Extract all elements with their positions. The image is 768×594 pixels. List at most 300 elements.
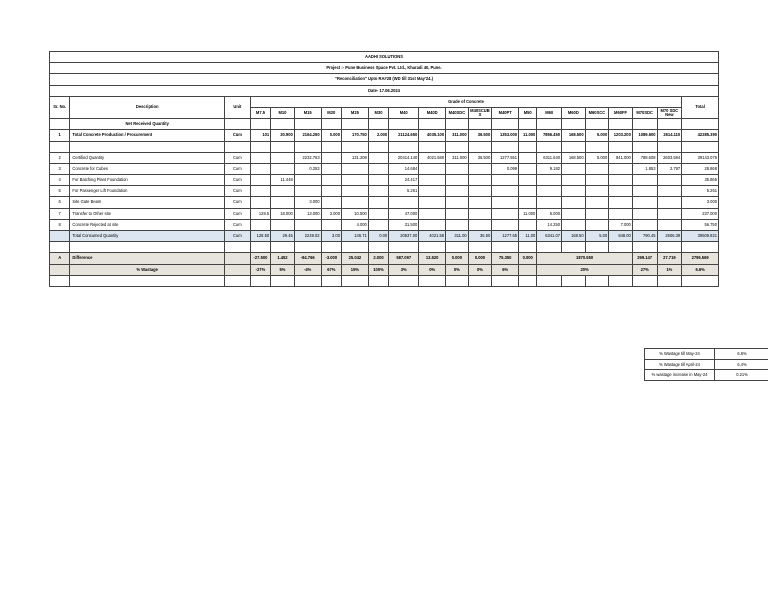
row-sr-no: 5 [50,186,70,197]
row-unit: Cum [225,231,251,242]
row-value [468,197,492,208]
row-value: 14.250 [537,219,562,230]
blank-cell [419,141,446,152]
row-m70sdc: 299.147 [632,253,657,264]
row-value: 1.452 [271,253,295,264]
row-value [585,219,609,230]
row-value [609,186,633,197]
section-label: Net Received Quantity [70,119,225,130]
row-value: 11.000 [519,130,537,141]
row-unit: Cum [225,197,251,208]
row-value: 1277.551 [492,152,519,163]
blank-cell [446,242,469,253]
row-value: 24.417 [389,175,419,186]
row-value: 2.000 [368,130,388,141]
row-value [271,197,295,208]
col-sr-no: Sr. No. [50,96,70,118]
blank-cell [519,141,537,152]
row-value: 145.71 [341,231,368,242]
blank-cell [609,242,633,253]
row-value: 100% [368,264,388,275]
row-description: Total Concrete Production / Procurement [70,130,225,141]
row-value: 5.000 [585,130,609,141]
blank-cell [492,275,519,286]
row-value [446,175,469,186]
row-value [609,197,633,208]
row-value [657,219,682,230]
row-value: 5.00 [585,231,609,242]
row-value [419,175,446,186]
row-value: 168.500 [562,152,586,163]
row-value [492,208,519,219]
blank-cell [368,141,388,152]
blank-cell [50,242,70,253]
row-value [492,175,519,186]
row-value: 1089.600 [632,130,657,141]
row-value: -27% [250,264,270,275]
row-value [368,208,388,219]
row-value: 0.000 [519,253,537,264]
table-row [50,219,719,230]
blank-cell [294,141,321,152]
row-value: 11.448 [271,175,295,186]
row-unit: Cum [225,175,251,186]
row-m70sdc-new: 27.719 [657,253,682,264]
blank-cell [389,275,419,286]
blank-cell [682,141,719,152]
row-value: 10.500 [341,208,368,219]
row-description: Total Consumed Quantity [70,231,225,242]
row-value: 31.500 [389,219,419,230]
row-value [294,175,321,186]
blank-cell [419,242,446,253]
row-sr-no: 1 [50,130,70,141]
row-value: 587.097 [389,253,419,264]
row-value [519,197,537,208]
blank-cell [50,275,70,286]
reconciliation-line: "Reconciliation" Upto RA#28 (WD till 31st May'24.) [50,74,719,85]
row-value: 4021.58 [419,231,446,242]
row-value: 2164.250 [294,130,321,141]
row-value [632,175,657,186]
blank-cell [492,141,519,152]
row-total: 3.000 [682,197,719,208]
blank-cell [562,275,586,286]
row-value [446,163,469,174]
row-value [368,186,388,197]
col-unit: Unit [225,96,251,118]
blank-cell [562,242,586,253]
row-value: 128.50 [250,231,270,242]
row-value [632,208,657,219]
blank-cell [682,275,719,286]
row-value: 788.608 [632,152,657,163]
row-value [492,197,519,208]
blank-cell [562,141,586,152]
date-line: Date- 17.06.2024 [50,85,719,96]
blank-row [50,275,719,286]
row-value [468,186,492,197]
row-value [250,163,270,174]
row-merged-value: 1870.550 [537,253,633,264]
row-value [562,163,586,174]
row-value: 0.000 [321,130,341,141]
row-sr-no [50,231,70,242]
blank-cell [225,242,251,253]
row-value [321,219,341,230]
row-value: 0.000 [468,253,492,264]
grade-header-6: M40 [389,107,419,118]
row-value: 6311.640 [537,152,562,163]
row-value [446,197,469,208]
row-value [321,175,341,186]
blank-cell [585,141,609,152]
row-value: 848.00 [609,231,633,242]
blank-cell [419,275,446,286]
grade-header-3: M20 [321,107,341,118]
blank-cell [225,141,251,152]
summary-value: 0.21% [715,370,768,381]
grade-header-1: M10 [271,107,295,118]
row-value [250,186,270,197]
row-value: 21124.650 [389,130,419,141]
blank-cell [271,275,295,286]
row-value [271,219,295,230]
row-value [519,163,537,174]
row-value [419,197,446,208]
blank-cell [609,141,633,152]
row-value [468,219,492,230]
row-sr-no: 3 [50,163,70,174]
row-value: 168.50 [562,231,586,242]
row-value [368,219,388,230]
row-total: 2795.569 [682,253,719,264]
table-row [50,152,719,163]
blank-cell [250,141,270,152]
row-value [537,197,562,208]
row-value [250,175,270,186]
blank-cell [321,141,341,152]
table-row [50,197,719,208]
row-value [562,175,586,186]
blank-cell [70,275,225,286]
row-total: 56.750 [682,219,719,230]
row-value: 14.684 [389,163,419,174]
row-unit: Cum [225,130,251,141]
grade-group-header: Grade of Concrete [250,96,681,107]
blank-cell [271,242,295,253]
grade-header-2: M15 [294,107,321,118]
col-description: Description [70,96,225,118]
blank-cell [657,141,682,152]
row-value [562,208,586,219]
blank-cell [250,242,270,253]
grade-header-15: M60FF [609,107,633,118]
blank-cell [50,141,70,152]
row-total: 5.261 [682,186,719,197]
row-value: 1353.000 [492,130,519,141]
row-value: 4021.580 [419,152,446,163]
row-value [585,208,609,219]
row-value [341,186,368,197]
row-value [468,163,492,174]
row-value [657,186,682,197]
row-value: 1.853 [632,163,657,174]
row-value: 5.000 [585,152,609,163]
row-value [250,152,270,163]
project-line: Project :- Pune Business Space Pvt. Ltd., Kharadi 40, Pune. [50,63,719,74]
row-value: -84.766 [294,253,321,264]
row-value: 67% [321,264,341,275]
blank-cell [468,275,492,286]
row-value: 168.500 [562,130,586,141]
row-value [585,163,609,174]
blank-cell [519,242,537,253]
blank-cell [468,141,492,152]
row-sr-no: 8 [50,219,70,230]
row-value [250,219,270,230]
row-value: 7.000 [609,219,633,230]
row-sr-no: 4 [50,175,70,186]
summary-value: 6.4% [715,359,768,370]
row-value [419,163,446,174]
blank-cell [70,242,225,253]
row-value [321,197,341,208]
row-value: 311.00 [446,231,469,242]
row-value [446,219,469,230]
row-value: 6341.07 [537,231,562,242]
blank-cell [585,242,609,253]
row-value: 790.45 [632,231,657,242]
reconciliation-sheet [49,51,748,378]
blank-cell [341,275,368,286]
row-value [657,208,682,219]
table-row [50,208,719,219]
row-value: 0.099 [492,163,519,174]
row-value: 841.000 [609,152,633,163]
company-name: AADHI SOLUTIONS [50,52,719,63]
row-value [341,163,368,174]
row-total: 237.000 [682,208,719,219]
row-description: For Passenger Lift Foundation [70,186,225,197]
row-value [609,208,633,219]
row-total: 39143.076 [682,152,719,163]
row-value: 170.750 [341,130,368,141]
row-value: 2603.594 [657,152,682,163]
table-row [50,186,719,197]
row-value [250,197,270,208]
row-value [419,208,446,219]
row-value: 4035.100 [419,130,446,141]
row-value [446,208,469,219]
row-total: 42285.390 [682,130,719,141]
row-value [446,186,469,197]
row-value [368,175,388,186]
blank-cell [632,242,657,253]
row-value: 3% [389,264,419,275]
summary-value: 6.6% [715,349,768,360]
row-value: 311.000 [446,130,469,141]
row-total: 6.6% [682,264,719,275]
row-value: 6.000 [537,208,562,219]
row-value: 29.45 [271,231,295,242]
row-value [492,219,519,230]
row-value: 13.520 [419,253,446,264]
row-total: 35.865 [682,175,719,186]
table-row [50,163,719,174]
row-value: 11.000 [519,208,537,219]
blank-cell [537,275,562,286]
row-value: 1203.200 [609,130,633,141]
blank-cell [537,242,562,253]
row-description: Transfer to Other site [70,208,225,219]
grade-header-13: M60D [562,107,586,118]
row-unit [225,264,251,275]
row-value [341,197,368,208]
row-value: 101 [250,130,270,141]
row-value: 5% [271,264,295,275]
row-value [468,175,492,186]
reconciliation-table [49,51,719,287]
blank-cell [585,275,609,286]
blank-cell [537,141,562,152]
grade-header-10: M40PT [492,107,519,118]
row-value: -4% [294,264,321,275]
blank-cell [321,242,341,253]
grade-header-4: M25 [341,107,368,118]
grade-header-7: M40D [419,107,446,118]
grade-header-8: M40SDC [446,107,469,118]
row-value [294,186,321,197]
blank-cell [250,275,270,286]
blank-cell [446,141,469,152]
row-value [271,152,295,163]
row-sr-no: A [50,253,70,264]
grade-header-9: M40SCUB S [468,107,492,118]
difference-row [50,253,719,264]
summary-row [645,370,768,381]
grade-header-17: M70 SDC New [657,107,682,118]
blank-cell [446,275,469,286]
row-unit: Cum [225,208,251,219]
row-sr-no: 7 [50,208,70,219]
row-value: 15% [341,264,368,275]
row-value: 30.900 [271,130,295,141]
row-value: 7856.450 [537,130,562,141]
row-value [419,186,446,197]
row-description: % Wastage [70,264,225,275]
row-value: 1277.65 [492,231,519,242]
row-value [271,186,295,197]
row-description: Concrete Rejected at site [70,219,225,230]
row-value [585,175,609,186]
row-value [657,197,682,208]
row-unit: Cum [225,186,251,197]
row-value [368,152,388,163]
row-unit: Cum [225,219,251,230]
row-value: 36.500 [468,130,492,141]
row-value: 2.000 [368,253,388,264]
row-value [632,197,657,208]
blank-cell [341,242,368,253]
blank-cell [225,275,251,286]
row-value: 36.500 [468,152,492,163]
blank-cell [271,141,295,152]
blank-cell [294,275,321,286]
row-total: 39509.821 [682,231,719,242]
grade-header-16: M70SDC [632,107,657,118]
blank-cell [657,275,682,286]
row-sr-no: 6 [50,197,70,208]
row-merged-value: 20% [537,264,633,275]
row-value: 2614.110 [657,130,682,141]
blank-row [50,141,719,152]
blank-cell [468,242,492,253]
row-value [585,186,609,197]
row-value: 3.00 [321,231,341,242]
row-value: 36.50 [468,231,492,242]
row-value: 4.000 [341,219,368,230]
row-value: 47.000 [389,208,419,219]
row-value: 0.000 [446,253,469,264]
row-value: 3.000 [294,197,321,208]
row-value: 25.042 [341,253,368,264]
row-sr-no: 2 [50,152,70,163]
summary-row [645,349,768,360]
row-value [389,197,419,208]
row-value [321,186,341,197]
row-value [321,152,341,163]
consumed-row [50,231,719,242]
row-description: Site Gate Beam [70,197,225,208]
row-value: 6% [492,264,519,275]
row-value [519,219,537,230]
row-value: 128.5 [250,208,270,219]
row-value: 2232.763 [294,152,321,163]
row-value [537,175,562,186]
row-value: 13.000 [294,208,321,219]
row-value [609,175,633,186]
row-value [519,264,537,275]
blank-cell [294,242,321,253]
row-value [632,186,657,197]
wastage-row [50,264,719,275]
row-value [341,175,368,186]
blank-cell [519,275,537,286]
row-value [419,219,446,230]
grade-header-12: M60 [537,107,562,118]
row-value [562,197,586,208]
row-value: 5.261 [389,186,419,197]
row-value: 18.000 [271,208,295,219]
row-value [562,219,586,230]
blank-cell [368,242,388,253]
row-value [657,175,682,186]
row-unit [225,253,251,264]
blank-cell [70,141,225,152]
col-total: Total [682,96,719,118]
blank-cell [492,242,519,253]
blank-cell [609,275,633,286]
blank-cell [682,242,719,253]
table-row [50,130,719,141]
row-value [609,163,633,174]
row-value: 311.000 [446,152,469,163]
row-value: 2249.02 [294,231,321,242]
row-description: Concrete for Cubes [70,163,225,174]
blank-cell [389,141,419,152]
row-value: 0% [446,264,469,275]
